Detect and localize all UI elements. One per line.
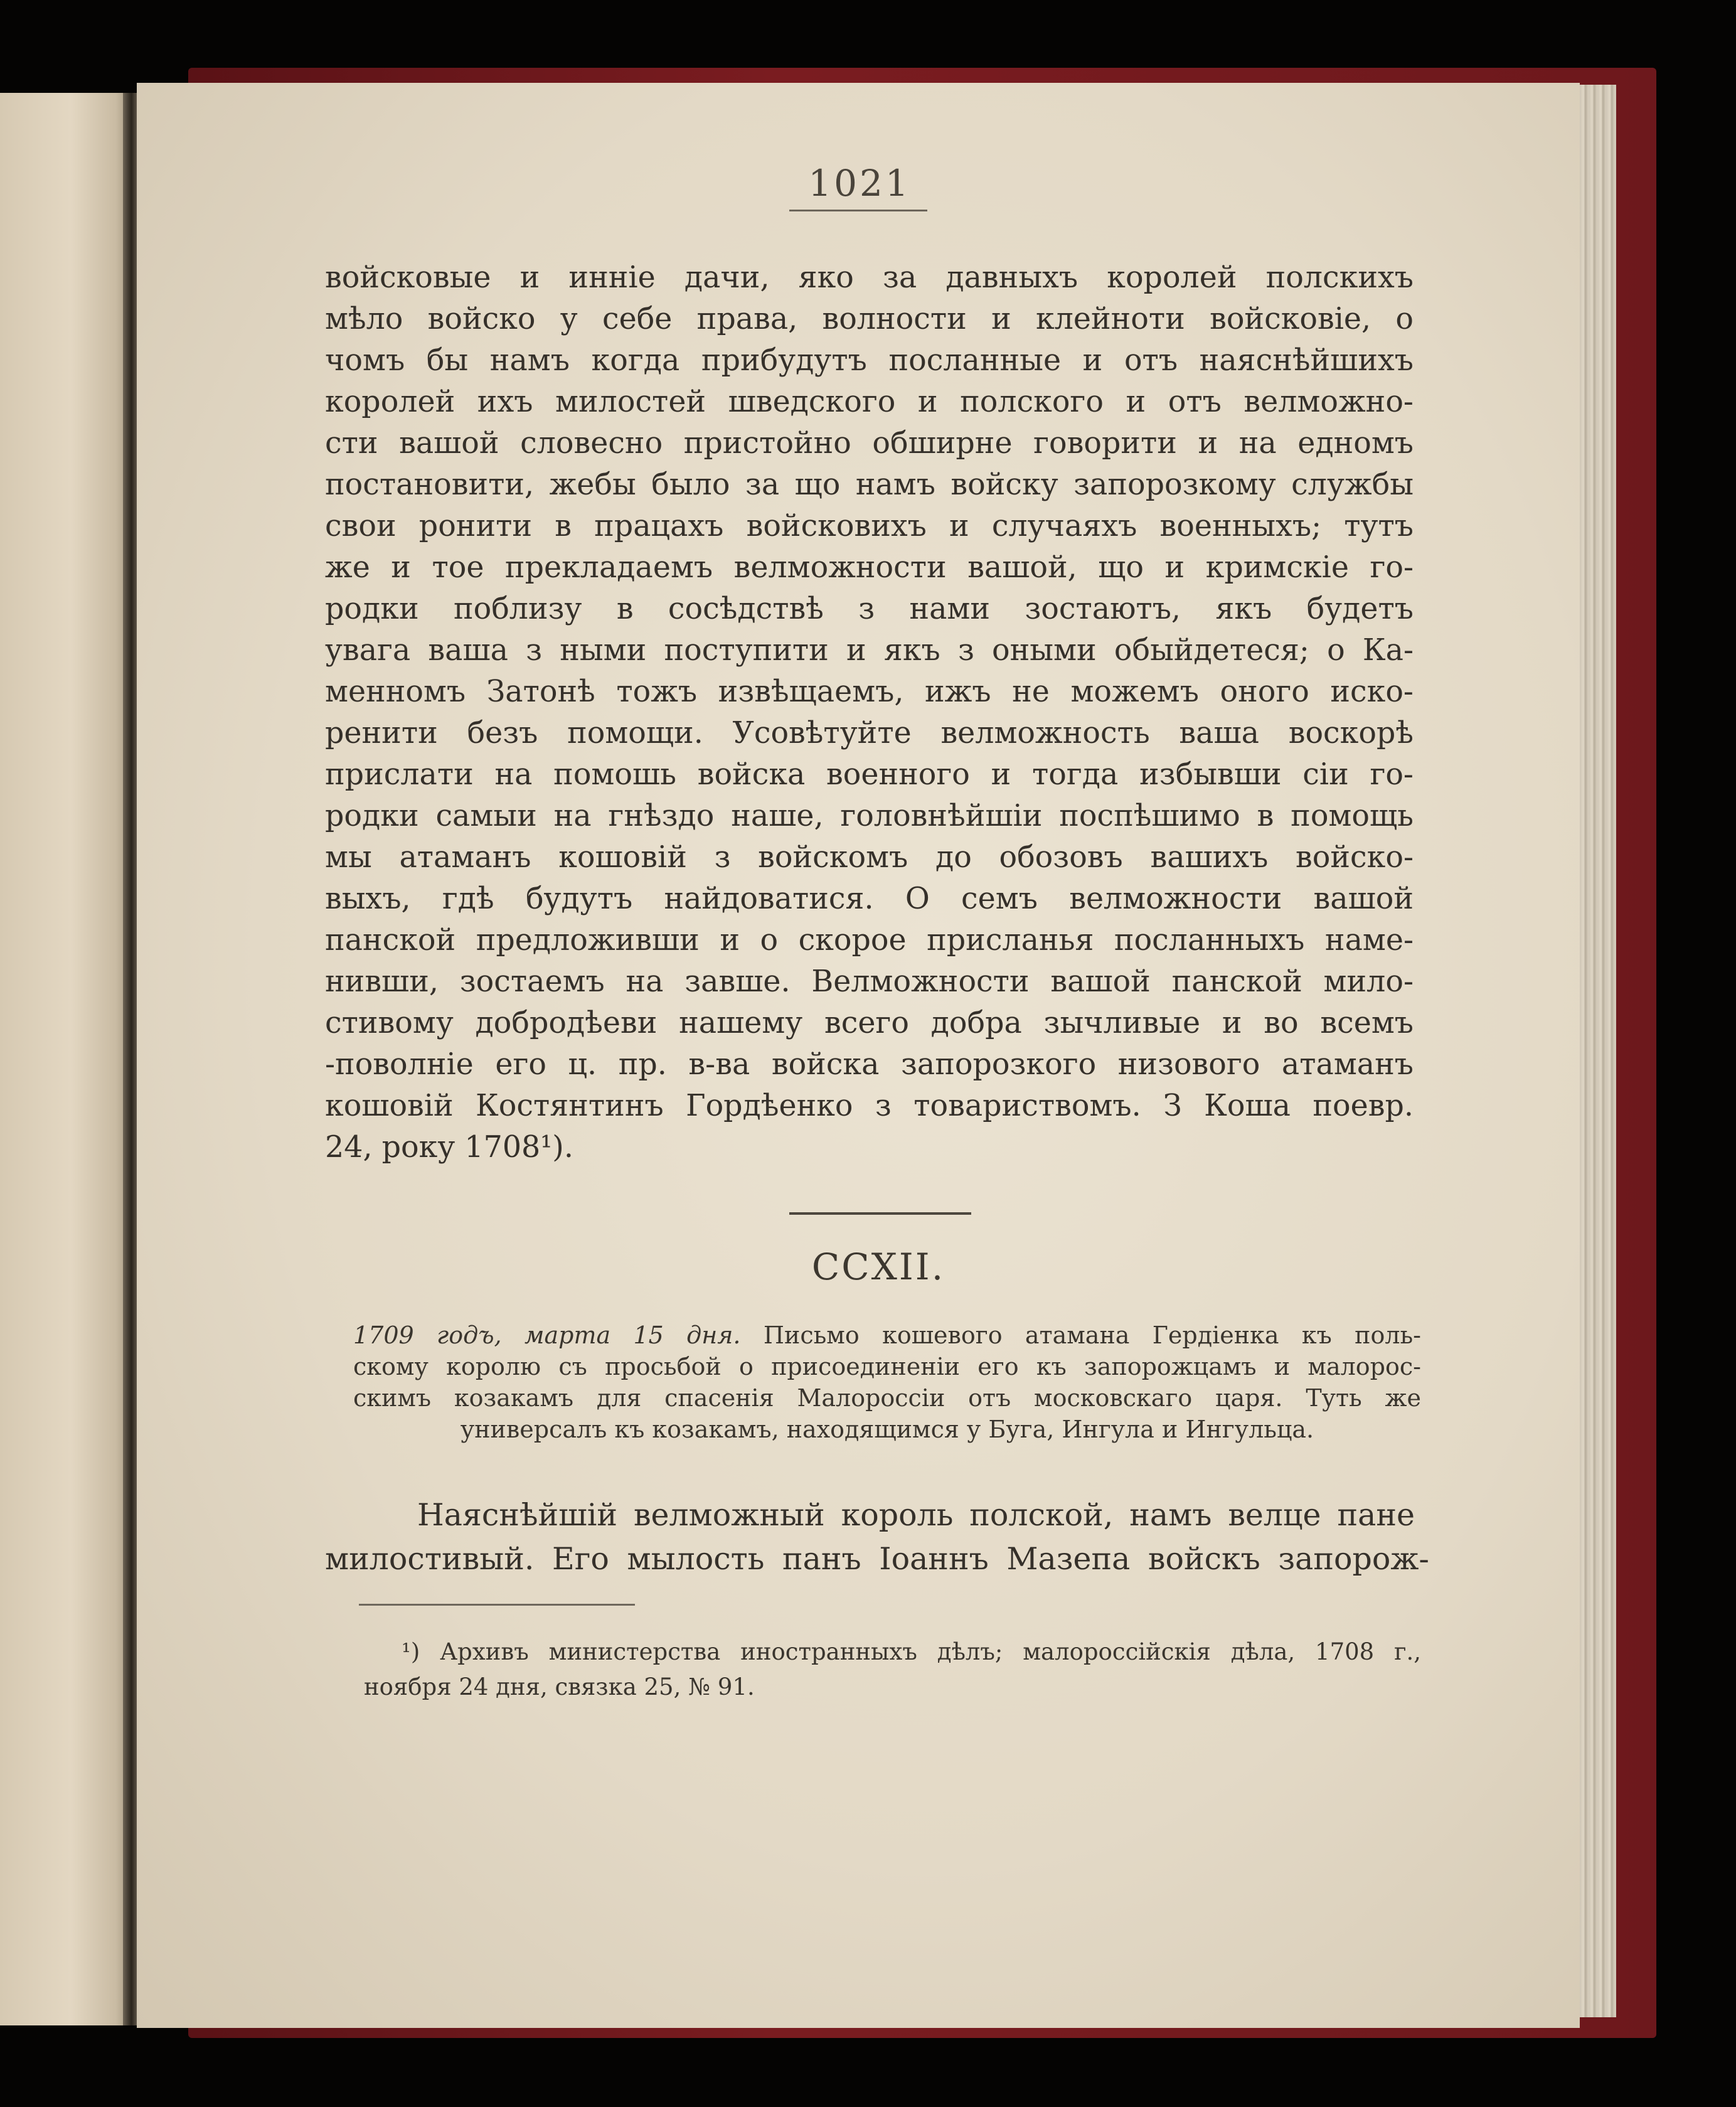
page-number: 1021 [808,162,911,205]
body-line: мѣло войско у себе права, волности и клейноти войсковіе, о [325,302,1414,336]
footnote-rule [359,1604,635,1606]
summary-line: скому королю съ просьбой о присоединеніи его къ запорожцамъ и малорос- [353,1353,1421,1380]
body-line: мы атаманъ кошовій з войскомъ до обозовъ вашихъ войско- [325,840,1414,875]
body-line: нивши, зостаемъ на завше. Велможности вашой панской мило- [325,964,1414,999]
document-line: Наяснѣйшій велможный король полской, намъ велце пане [417,1497,1415,1533]
body-line: увага ваша з ными поступити и якъ з оными обыйдетеся; о Ка- [325,633,1414,668]
body-line: выхъ, гдѣ будутъ найдоватися. О семъ велможности вашой [325,882,1414,916]
summary-text: Письмо кошевого атамана Гердіенка къ поль- [763,1321,1421,1349]
summary-line: универсалъ къ козакамъ, находящимся у Буга, Ингула и Ингульца. [460,1416,1314,1443]
body-line: сти вашой словесно пристойно обширне говорити и на едномъ [325,426,1414,461]
body-line: войсковые и инніе дачи, яко за давныхъ королей полскихъ [325,260,1414,295]
body-line: родки самыи на гнѣздо наше, головнѣйшіи поспѣшимо в помощь [325,799,1414,833]
body-line: же и тое прекладаемъ велможности вашой, що и кримскіе го- [325,550,1414,585]
left-facing-page [0,93,129,2025]
body-line: -поволніе его ц. пр. в-ва войска запорозкого низового атаманъ [325,1047,1414,1082]
footnote-line: ¹) Архивъ министерства иностранныхъ дѣлъ; малороссійскія дѣла, 1708 г., [402,1638,1421,1665]
body-line: прислати на помошь войска военного и тогда избывши сіи го- [325,757,1414,792]
body-line: королей ихъ милостей шведского и полского и отъ велможно- [325,385,1414,419]
body-line: свои ронити в працахъ войсковихъ и случаяхъ военныхъ; тутъ [325,509,1414,543]
body-line: чомъ бы намъ когда прибудутъ посланные и отъ наяснѣйшихъ [325,343,1414,378]
body-line: 24, року 1708¹). [325,1130,573,1165]
body-line: стивому добродѣеви нашему всего добра зычливые и во всемъ [325,1006,1414,1040]
summary-date: 1709 годъ, марта 15 дня. [353,1321,741,1349]
body-line: кошовій Костянтинъ Гордѣенко з товариствомъ. З Коша поевр. [325,1089,1414,1123]
page-number-rule [789,210,927,211]
body-line: панской предложивши и о скорое присланья посланныхъ наме- [325,923,1414,957]
body-line: родки поблизу в сосѣдствѣ з нами зостаютъ, якъ будетъ [325,592,1414,626]
section-separator-rule [789,1212,971,1215]
summary-line: скимъ козакамъ для спасенія Малороссіи отъ московскаго царя. Туть же [353,1384,1421,1412]
summary-line [353,1320,1421,1351]
footnote-line: ноября 24 дня, связка 25, № 91. [364,1673,755,1700]
document-line: милостивый. Его мылость панъ Іоаннъ Мазепа войскъ запорож- [325,1541,1429,1577]
body-line: ренити безъ помощи. Усовѣтуйте велможность ваша воскорѣ [325,716,1414,750]
body-line: постановити, жебы было за що намъ войску запорозкому службы [325,467,1414,502]
section-heading: CCXII. [811,1246,945,1288]
body-line: менномъ Затонѣ тожъ извѣщаемъ, ижъ не можемъ оного искo- [325,675,1414,709]
